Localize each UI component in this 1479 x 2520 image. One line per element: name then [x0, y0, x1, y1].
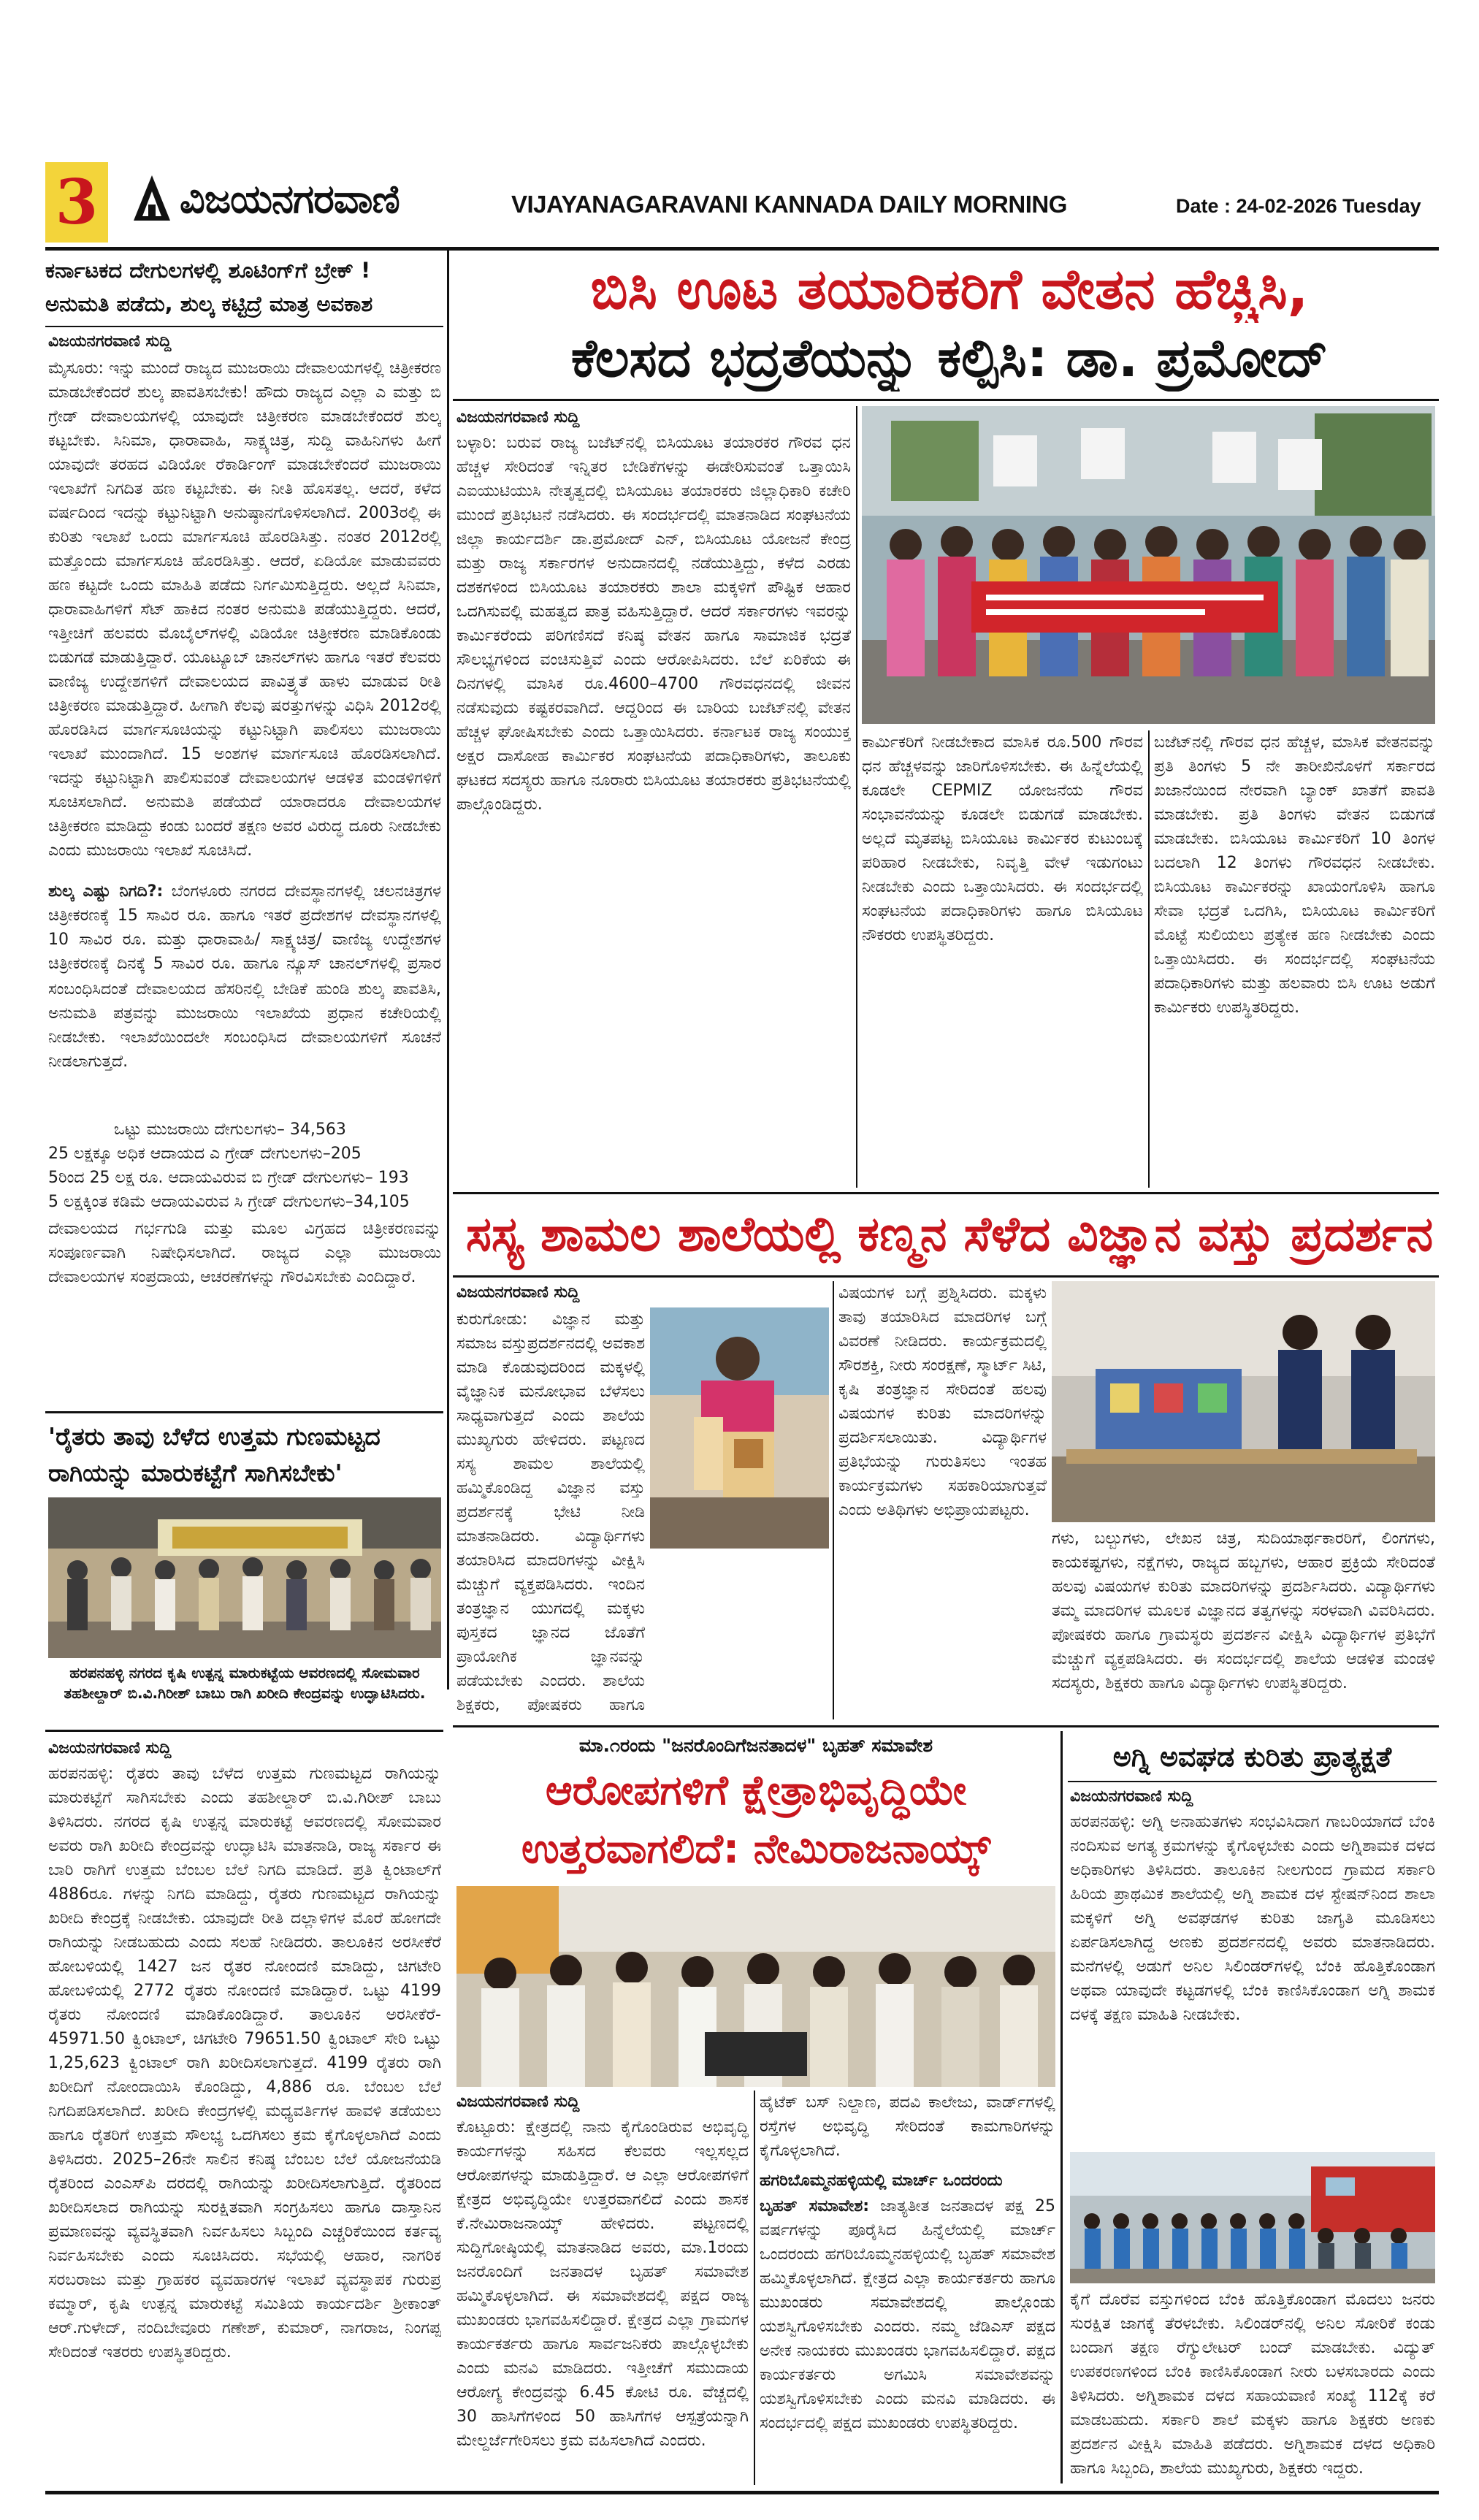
temples-subheadline: ಅನುಮತಿ ಪಡೆದು, ಶುಲ್ಕ ಕಟ್ಟಿದ್ರೆ ಮಾತ್ರ ಅವಕಾಶ: [45, 291, 373, 316]
rule: [453, 399, 1439, 401]
temples-stat-b-grade: 5ರಿಂದ 25 ಲಕ್ಷ ರೂ. ಆದಾಯವಿರುವ ಬಿ ಗ್ರೇಡ್ ದೇಗುಲಗಳು– 193: [48, 1169, 409, 1187]
rally-subhead-2: ಬೃಹತ್ ಸಮಾವೇಶ:: [760, 2197, 870, 2215]
fire-body-2: ಕೈಗೆ ದೊರೆವ ವಸ್ತುಗಳಿಂದ ಬೆಂಕಿ ಹೊತ್ತಿಕೊಂಡಾಗ ಮೊದಲು ಜನರು ಸುರಕ್ಷಿತ ಜಾಗಕ್ಕೆ ತೆರಳಬೇಕು. ಸಿಲಿಂಡರ್‌ನಲ್ಲಿ ಅನಿಲ ಸೋರಿಕೆ ಕಂಡು ಬಂದಾಗ ತಕ್ಷಣ ರೆಗ್ಯುಲೇಟರ್ ಬಂದ್ ಮಾಡಬೇಕು. ವಿದ್ಯುತ್ ಉಪಕರಣಗಳಿಂದ ಬೆಂಕಿ ಕಾಣಿಸಿಕೊಂಡಾಗ ನೀರು ಬಳಸಬಾರದು ಎಂದು ತಿಳಿಸಿದರು. ಅಗ್ನಿಶಾಮಕ ದಳದ ಸಹಾಯವಾಣಿ ಸಂಖ್ಯೆ 112ಕ್ಕೆ ಕರೆ ಮಾಡಬಹುದು. ಸರ್ಕಾರಿ ಶಾಲೆ ಮಕ್ಕಳು ಹಾಗೂ ಶಿಕ್ಷಕರು ಅಣಕು ಪ್ರದರ್ಶನ ವೀಕ್ಷಿಸಿ ಮಾಹಿತಿ ಪಡೆದರು. ಅಗ್ನಿಶಾಮಕ ದಳದ ಅಧಿಕಾರಿ ಹಾಗೂ ಸಿಬ್ಬಂದಿ, ಶಾಲೆಯ ಮುಖ್ಯಗುರು, ಶಿಕ್ಷಕರು ಇದ್ದರು.: [1070, 2291, 1435, 2478]
temples-fee-subhead: ಶುಲ್ಕ ಎಷ್ಟು ನಿಗದಿ?:: [48, 882, 164, 901]
column-divider: [833, 1281, 834, 1719]
ragi-photo: [48, 1497, 441, 1658]
column-divider: [754, 2091, 755, 2485]
fire-dateline: ವಿಜಯನಗರವಾಣಿ ಸುದ್ದಿ: [1070, 1787, 1193, 1806]
temples-stat-a-grade: 25 ಲಕ್ಷಕ್ಕೂ ಅಧಿಕ ಆದಾಯದ ಎ ಗ್ರೇಡ್ ದೇಗುಲಗಳು–205: [48, 1145, 362, 1163]
column-divider-left: [447, 251, 449, 1689]
rally-press-photo: [456, 1886, 1055, 2087]
temples-stat-total: ಒಟ್ಟು ಮುಜರಾಯಿ ದೇಗುಲಗಳು– 34,563: [114, 1120, 346, 1139]
science-body-3: ಗಳು, ಬಲ್ಬುಗಳು, ಲೇಖನ ಚಿತ್ರ, ಸುದಿಯಾರ್ಥಕಾರರಿಗೆ, ಲಿಂಗಗಳು, ಕಾಯಕಷ್ಟಗಳು, ನಕ್ಷೆಗಳು, ರಾಜ್ಯದ ಹಬ್ಬಗಳು, ಆಹಾರ ಪ್ರಕ್ರಿಯೆ ಸೇರಿದಂತೆ ಹಲವು ವಿಷಯಗಳ ಕುರಿತು ಮಾದರಿಗಳನ್ನು ಪ್ರದರ್ಶಿಸಿದರು. ವಿದ್ಯಾರ್ಥಿಗಳು ತಮ್ಮ ಮಾದರಿಗಳ ಮೂಲಕ ವಿಜ್ಞಾನದ ತತ್ವಗಳನ್ನು ಸರಳವಾಗಿ ವಿವರಿಸಿದರು. ಪೋಷಕರು ಹಾಗೂ ಗ್ರಾಮಸ್ಥರು ಪ್ರದರ್ಶನ ವೀಕ್ಷಿಸಿ ವಿದ್ಯಾರ್ಥಿಗಳ ಪ್ರತಿಭೆಗೆ ಮೆಚ್ಚುಗೆ ವ್ಯಕ್ತಪಡಿಸಿದರು. ಈ ಸಂದರ್ಭದಲ್ಲಿ ಶಾಲೆಯ ಆಡಳಿತ ಮಂಡಳಿ ಸದಸ್ಯರು, ಶಿಕ್ಷಕರು ಹಾಗೂ ವಿದ್ಯಾರ್ಥಿಗಳು ಉಪಸ್ಥಿತರಿದ್ದರು.: [1052, 1530, 1435, 1692]
masthead-date: Date : 24-02-2026 Tuesday: [1176, 195, 1421, 217]
rally-body-3-text: ಜಾತ್ಯತೀತ ಜನತಾದಳ ಪಕ್ಷ 25 ವರ್ಷಗಳನ್ನು ಪೂರೈಸಿದ ಹಿನ್ನೆಲೆಯಲ್ಲಿ ಮಾರ್ಚ್ ಒಂದರಂದು ಹಗರಿಬೊಮ್ಮನಹಳ್ಳಿಯಲ್ಲಿ ಬೃಹತ್ ಸಮಾವೇಶ ಹಮ್ಮಿಕೊಳ್ಳಲಾಗಿದೆ. ಕ್ಷೇತ್ರದ ಎಲ್ಲಾ ಕಾರ್ಯಕರ್ತರು ಹಾಗೂ ಮುಖಂಡರು ಸಮಾವೇಶದಲ್ಲಿ ಪಾಲ್ಗೊಂಡು ಯಶಸ್ವಿಗೊಳಿಸಬೇಕು ಎಂದರು. ನಮ್ಮ ಜೆಡಿಎಸ್ ಪಕ್ಷದ ಅನೇಕ ನಾಯಕರು ಮುಖಂಡರು ಭಾಗವಹಿಸಲಿದ್ದಾರೆ. ಪಕ್ಷದ ಕಾರ್ಯಕರ್ತರು ಅಗಮಿಸಿ ಸಮಾವೇಶವನ್ನು ಯಶಸ್ವಿಗೊಳಿಸಬೇಕು ಎಂದು ಮನವಿ ಮಾಡಿದರು. ಈ ಸಂದರ್ಭದಲ್ಲಿ ಪಕ್ಷದ ಮುಖಂಡರು ಉಪಸ್ಥಿತರಿದ್ದರು.: [760, 2197, 1055, 2432]
ragi-body: ಹರಪನಹಳ್ಳಿ: ರೈತರು ತಾವು ಬೆಳೆದ ಉತ್ತಮ ಗುಣಮಟ್ಟದ ರಾಗಿಯನ್ನು ಮಾರುಕಟ್ಟೆಗೆ ಸಾಗಿಸಬೇಕು ಎಂದು ತಹಶೀಲ್ದಾರ್ ಬಿ.ವಿ.ಗಿರೀಶ್ ಬಾಬು ತಿಳಿಸಿದರು. ನಗರದ ಕೃಷಿ ಉತ್ಪನ್ನ ಮಾರುಕಟ್ಟೆ ಆವರಣದಲ್ಲಿ ಸೋಮವಾರ ಅವರು ರಾಗಿ ಖರೀದಿ ಕೇಂದ್ರವನ್ನು ಉದ್ಘಾಟಿಸಿ ಮಾತನಾಡಿ, ರಾಜ್ಯ ಸರ್ಕಾರ ಈ ಬಾರಿ ರಾಗಿಗೆ ಉತ್ತಮ ಬೆಂಬಲ ಬೆಲೆ ನಿಗದಿ ಮಾಡಿದೆ. ಪ್ರತಿ ಕ್ವಿಂಟಾಲ್‌ಗೆ 4886ರೂ. ಗಳನ್ನು ನಿಗದಿ ಮಾಡಿದ್ದು, ರೈತರು ಗುಣಮಟ್ಟದ ರಾಗಿಯನ್ನು ಖರೀದಿ ಕೇಂದ್ರಕ್ಕೆ ನೀಡಬೇಕು. ಯಾವುದೇ ರೀತಿ ದಲ್ಲಾಳಿಗಳ ಮೊರೆ ಹೋಗದೇ ರಾಗಿಯನ್ನು ನೀಡಬಹುದು ಎಂದು ಸಲಹೆ ನೀಡಿದರು. ತಾಲೂಕಿನ ಅರಸೀಕೆರೆ ಹೋಬಳಿಯಲ್ಲಿ 1427 ಜನ ರೈತರ ನೋಂದಣಿ ಮಾಡಿದ್ದು, ಚಿಗಟೇರಿ ಹೋಬಳಿಯಲ್ಲಿ 2772 ರೈತರು ನೋಂದಣಿ ಮಾಡಿದ್ದಾರೆ. ಒಟ್ಟು 4199 ರೈತರು ನೋಂದಣಿ ಮಾಡಿಕೊಂಡಿದ್ದಾರೆ. ತಾಲೂಕಿನ ಅರಸೀಕೆರೆ- 45971.50 ಕ್ವಿಂಟಾಲ್, ಚಿಗಟೇರಿ 79651.50 ಕ್ವಿಂಟಾಲ್ ಸೇರಿ ಒಟ್ಟು 1,25,623 ಕ್ವಿಂಟಾಲ್ ರಾಗಿ ಖರೀದಿಸಲಾಗುತ್ತದೆ. 4199 ರೈತರು ರಾಗಿ ಖರೀದಿಗೆ ನೋಂದಾಯಿಸಿ ಕೊಂಡಿದ್ದು, 4,886 ರೂ. ಬೆಂಬಲ ಬೆಲೆ ನಿಗದಿಪಡಿಸಲಾಗಿದೆ. ಖರೀದಿ ಕೇಂದ್ರಗಳಲ್ಲಿ ಮಧ್ಯವರ್ತಿಗಳ ಹಾವಳಿ ತಡೆಯಲು ಹಾಗೂ ರೈತರಿಗೆ ಉತ್ತಮ ಸೌಲಭ್ಯ ಒದಗಿಸಲು ಕ್ರಮ ಕೈಗೊಳ್ಳಲಾಗಿದೆ ಎಂದು ತಿಳಿಸಿದರು. 2025–26ನೇ ಸಾಲಿನ ಕನಿಷ್ಠ ಬೆಂಬಲ ಬೆಲೆ ಯೋಜನೆಯಡಿ ರೈತರಿಂದ ಎಂಎಸ್‌ಪಿ ದರದಲ್ಲಿ ರಾಗಿಯನ್ನು ಖರೀದಿಸಲಾಗುತ್ತಿದೆ. ರೈತರಿಂದ ಖರೀದಿಸಲಾದ ರಾಗಿಯನ್ನು ಸುರಕ್ಷಿತವಾಗಿ ಸಂಗ್ರಹಿಸಲು ಹಾಗೂ ದಾಸ್ತಾನಿನ ಪ್ರಮಾಣವನ್ನು ವ್ಯವಸ್ಥಿತವಾಗಿ ನಿರ್ವಹಿಸಲು ಸಿಬ್ಬಂದಿ ಎಚ್ಚರಿಕೆಯಿಂದ ಕರ್ತವ್ಯ ನಿರ್ವಹಿಸಬೇಕು ಎಂದು ಸೂಚಿಸಿದರು. ಸಭೆಯಲ್ಲಿ ಆಹಾರ, ನಾಗರಿಕ ಸರಬರಾಜು ಮತ್ತು ಗ್ರಾಹಕರ ವ್ಯವಹಾರಗಳ ಇಲಾಖೆ ವ್ಯವಸ್ಥಾಪಕ ಗುರುಪ್ರ ಕಮ್ಮಾರ್, ಕೃಷಿ ಉತ್ಪನ್ನ ಮಾರುಕಟ್ಟೆ ಸಮಿತಿಯ ಕಾರ್ಯದರ್ಶಿ ಶ್ರೀಕಾಂತ್ ಆರ್.ಗುಳೇದ್, ನಂದಿಬೇವೂರು ಗಣೇಶ್, ಕುಮಾರ್, ನಾಗರಾಜ, ನಿಂಗಪ್ಪ ಸೇರಿದಂತೆ ಇತರರು ಉಪಸ್ಥಿತರಿದ್ದರು.: [48, 1765, 441, 2361]
temples-headline: ಕರ್ನಾಟಕದ ದೇಗುಲಗಳಲ್ಲಿ ಶೂಟಿಂಗ್‌ಗೆ ಬ್ರೇಕ್ !: [45, 258, 371, 283]
rally-body-3: [760, 2194, 1055, 2483]
rule: [453, 1275, 1439, 1278]
rule: [453, 1725, 1439, 1727]
temples-stats-list: [48, 1118, 441, 1214]
rule: [1068, 1781, 1437, 1782]
column-divider: [1060, 1731, 1063, 2483]
rally-headline-1: ಆರೋಪಗಳಿಗೆ ಕ್ಷೇತ್ರಾಭಿವೃದ್ಧಿಯೇ: [545, 1767, 967, 1814]
masthead-rule: [45, 247, 1439, 251]
page-bottom-rule: [45, 2491, 1439, 2494]
temples-fee-text: ಬೆಂಗಳೂರು ನಗರದ ದೇವಸ್ಥಾನಗಳಲ್ಲಿ ಚಲನಚಿತ್ರಗಳ ಚಿತ್ರೀಕರಣಕ್ಕೆ 15 ಸಾವಿರ ರೂ. ಹಾಗೂ ಇತರೆ ಪ್ರದೇಶಗಳ ದೇವಸ್ಥಾನಗಳಲ್ಲಿ 10 ಸಾವಿರ ರೂ. ಮತ್ತು ಧಾರಾವಾಹಿ/ ಸಾಕ್ಷ್ಯಚಿತ್ರ/ ವಾಣಿಜ್ಯ ಉದ್ದೇಶಗಳ ಚಿತ್ರೀಕರಣಕ್ಕೆ ದಿನಕ್ಕೆ 5 ಸಾವಿರ ರೂ. ಹಾಗೂ ನ್ಯೂಸ್ ಚಾನಲ್‌ಗಳಲ್ಲಿ ಪ್ರಸಾರ: [48, 882, 441, 973]
midday-body-3: ಬಜೆಟ್‌ನಲ್ಲಿ ಗೌರವ ಧನ ಹೆಚ್ಚಳ, ಮಾಸಿಕ ವೇತನವನ್ನು ಪ್ರತಿ ತಿಂಗಳು 5 ನೇ ತಾರೀಖಿನೊಳಗೆ ಸರ್ಕಾರದ ಖಜಾನೆಯಿಂದ ನೇರವಾಗಿ ಬ್ಯಾಂಕ್ ಖಾತೆಗೆ ಪಾವತಿ ಮಾಡಬೇಕು. ಪ್ರತಿ ತಿಂಗಳು ವೇತನ ಬಿಡುಗಡೆ ಮಾಡಬೇಕು. ಬಿಸಿಯೂಟ ಕಾರ್ಮಿಕರಿಗೆ 10 ತಿಂಗಳ ಬದಲಾಗಿ 12 ತಿಂಗಳು ಗೌರವಧನ ನೀಡಬೇಕು. ಬಿಸಿಯೂಟ ಕಾರ್ಮಿಕರನ್ನು ಖಾಯಂಗೊಳಿಸಿ ಹಾಗೂ ಸೇವಾ ಭದ್ರತೆ ಒದಗಿಸಿ, ಬಿಸಿಯೂಟ ಕಾರ್ಮಿಕರಿಗೆ ಮೊಟ್ಟೆ ಸುಲಿಯಲು ಪ್ರತ್ಯೇಕ ಹಣ ನೀಡಬೇಕು ಎಂದು ಒತ್ತಾಯಿಸಿದರು. ಈ ಸಂದರ್ಭದಲ್ಲಿ ಸಂಘಟನೆಯ ಪದಾಧಿಕಾರಿಗಳು ಮತ್ತು ಹಲವಾರು ಬಿಸಿ ಊಟ ಅಡುಗೆ ಕಾರ್ಮಿಕರು ಉಪಸ್ಥಿತರಿದ್ದರು.: [1154, 733, 1435, 1017]
temples-body-closing: ದೇವಾಲಯದ ಗರ್ಭಗುಡಿ ಮತ್ತು ಮೂಲ ವಿಗ್ರಹದ ಚಿತ್ರೀಕರಣವನ್ನು ಸಂಪೂರ್ಣವಾಗಿ ನಿಷೇಧಿಸಲಾಗಿದೆ. ರಾಜ್ಯದ ಎಲ್ಲಾ ಮುಜರಾಯಿ ದೇವಾಲಯಗಳ ಸಂಪ್ರದಾಯ, ಆಚರಣೆಗಳನ್ನು ಗೌರವಿಸಬೇಕು ಎಂದಿದ್ದಾರೆ.: [48, 1220, 441, 1286]
midday-protest-photo: [862, 406, 1435, 724]
temples-body: ಮೈಸೂರು: ಇನ್ನು ಮುಂದೆ ರಾಜ್ಯದ ಮುಜರಾಯಿ ದೇವಾಲಯಗಳಲ್ಲಿ ಚಿತ್ರೀಕರಣ ಮಾಡಬೇಕೆಂದರೆ ಶುಲ್ಕ ಪಾವತಿಸಬೇಕು! ಹೌದು ರಾಜ್ಯದ ಎಲ್ಲಾ ಎ ಮತ್ತು ಬಿ ಗ್ರೇಡ್ ದೇವಾಲಯಗಳಲ್ಲಿ ಯಾವುದೇ ಚಿತ್ರೀಕರಣ ಮಾಡಬೇಕೆಂದರೆ ಶುಲ್ಕ ಕಟ್ಟಬೇಕು. ಸಿನಿಮಾ, ಧಾರಾವಾಹಿ, ಸಾಕ್ಷ್ಯಚಿತ್ರ, ಸುದ್ದಿ ವಾಹಿನಿಗಳು ಹೀಗೆ ಯಾವುದೇ ತರಹದ ವಿಡಿಯೋ ರೆಕಾರ್ಡಿಂಗ್ ಮಾಡಬೇಕೆಂದರೆ ಮುಜರಾಯಿ ಇಲಾಖೆಗೆ ನಿಗದಿತ ಹಣ ಕಟ್ಟಬೇಕು. ಈ ನೀತಿ ಹೊಸತಲ್ಲ. ಆದರೆ, ಕಳೆದ ವರ್ಷದಿಂದ ಇದನ್ನು ಕಟ್ಟುನಿಟ್ಟಾಗಿ ಅನುಷ್ಠಾನಗೊಳಿಸಲಾಗಿದೆ. 2003ರಲ್ಲಿ ಈ ಕುರಿತು ಇಲಾಖೆ ಒಂದು ಮಾರ್ಗಸೂಚಿ ಹೊರಡಿಸಿತ್ತು. ನಂತರ 2012ರಲ್ಲಿ ಮತ್ತೊಂದು ಮಾರ್ಗಸೂಚಿ ಹೊರಡಿಸಿತ್ತು. ಆದರೆ, ಏಡಿಯೋ ಮಾಡುವವರು ಹಣ ಕಟ್ಟದೇ ಒಂದು ಮಾಹಿತಿ ಪಡೆದು ನಿರ್ಗಮಿಸುತ್ತಿದ್ದರು. ಅಲ್ಲದೆ ಸಿನಿಮಾ, ಧಾರಾವಾಹಿಗಳಿಗೆ ಸೆಟ್ ಹಾಕಿದ ನಂತರ ಅನುಮತಿ ಪಡೆಯುತ್ತಿದ್ದರು. ಆದರೆ, ಇತ್ತೀಚಿಗೆ ಹಲವರು ಮೊಬೈಲ್‌ಗಳಲ್ಲಿ ವಿಡಿಯೋ ಚಿತ್ರೀಕರಣ ಮಾಡಿಕೊಂಡು ಬಿಡುಗಡೆ ಮಾಡುತ್ತಿದ್ದಾರೆ. ಯೂಟ್ಯೂಬ್ ಚಾನಲ್‌ಗಳು ಹಾಗೂ ಇತರೆ ಕೆಲವರು ವಾಣಿಜ್ಯ ಉದ್ದೇಶಗಳಿಗೆ ದೇವಾಲಯದ ಪಾವಿತ್ರ್ಯತೆ ಹಾಳು ಮಾಡುವ ರೀತಿ ಚಿತ್ರೀಕರಣ ಮಾಡುತ್ತಿದ್ದಾರೆ. ಹೀಗಾಗಿ ಕೆಲವು ಷರತ್ತುಗಳನ್ನು ವಿಧಿಸಿ 2012ರಲ್ಲಿ ಹೊರಡಿಸಿದ ಮಾರ್ಗಸೂಚಿಯನ್ನು ಕಟ್ಟುನಿಟ್ಟಾಗಿ ಪಾಲಿಸಲು ಮುಜರಾಯಿ ಇಲಾಖೆ ಮುಂದಾಗಿದೆ. 15 ಅಂಶಗಳ ಮಾರ್ಗಸೂಚಿ ಹೊರಡಿಸಲಾಗಿದೆ. ಇದನ್ನು ಕಟ್ಟುನಿಟ್ಟಾಗಿ ಪಾಲಿಸುವಂತೆ ದೇವಾಲಯಗಳ ಆಡಳಿತ ಮಂಡಳಿಗಳಿಗೆ ಸೂಚಿಸಲಾಗಿದೆ. ಅನುಮತಿ ಪಡೆಯದೆ ಯಾರಾದರೂ ದೇವಾಲಯಗಳ ಚಿತ್ರೀಕರಣ ಮಾಡಿದ್ದು ಕಂಡು ಬಂದರೆ ತಕ್ಷಣ ಅವರ ವಿರುದ್ಧ ದೂರು ನೀಡಬೇಕು ಎಂದು ಮುಜರಾಯಿ ಇಲಾಖೆ ಸೂಚಿಸಿದೆ.: [48, 359, 441, 860]
ragi-dateline: ವಿಜಯನಗರವಾಣಿ ಸುದ್ದಿ: [48, 1739, 172, 1757]
ragi-photo-caption: ಹರಪನಹಳ್ಳಿ ನಗರದ ಕೃಷಿ ಉತ್ಪನ್ನ ಮಾರುಕಟ್ಟೆಯ ಆವರಣದಲ್ಲಿ ಸೋಮವಾರ ತಹಶೀಲ್ದಾರ್ ಬಿ.ವಿ.ಗಿರೀಶ್ ಬಾಬು ರಾಗಿ ಖರೀದಿ ಕೇಂದ್ರವನ್ನು ಉದ್ಘಾಟಿಸಿದರು.: [64, 1664, 426, 1702]
rule: [453, 1192, 1439, 1194]
temples-stat-c-grade: 5 ಲಕ್ಷಕ್ಕಿಂತ ಕಡಿಮೆ ಆದಾಯವಿರುವ ಸಿ ಗ್ರೇಡ್ ದೇಗುಲಗಳು–34,105: [48, 1193, 410, 1211]
temples-body-process: ಸಂಬಂಧಿಸಿದಂತೆ ದೇವಾಲಯದ ಹೆಸರಿನಲ್ಲಿ ಬೇಡಿಕೆ ಹುಂಡಿ ಶುಲ್ಕ ಪಾವತಿಸಿ, ಅನುಮತಿ ಪತ್ರವನ್ನು ಮುಜರಾಯಿ ಇಲಾಖೆಯ ಪ್ರಧಾನ ಕಚೇರಿಯಲ್ಲಿ ನೀಡಬೇಕು. ಇಲಾಖೆಯಿಂದಲೇ ಸಂಬಂಧಿಸಿದ ದೇವಾಲಯಗಳಿಗೆ ಸೂಚನೆ ನೀಡಲಾಗುತ್ತದೆ.: [48, 980, 441, 1071]
ragi-headline: 'ರೈತರು ತಾವು ಬೆಳೆದ ಉತ್ತಮ ಗುಣಮಟ್ಟದ ರಾಗಿಯನ್ನು ಮಾರುಕಟ್ಟೆಗೆ ಸಾಗಿಸಬೇಕು': [48, 1422, 381, 1487]
rule: [45, 1730, 443, 1732]
column-divider: [856, 406, 857, 1188]
midday-headline-1: ಬಿಸಿ ಊಟ ತಯಾರಿಕರಿಗೆ ವೇತನ ಹೆಚ್ಚಿಸಿ,: [590, 256, 1309, 321]
rally-body: ಕೊಟ್ಟೂರು: ಕ್ಷೇತ್ರದಲ್ಲಿ ನಾನು ಕೈಗೊಂಡಿರುವ ಅಭಿವೃದ್ಧಿ ಕಾರ್ಯಗಳನ್ನು ಸಹಿಸದ ಕೆಲವರು ಇಲ್ಲಸಲ್ಲದ ಆರೋಪಗಳನ್ನು ಮಾಡುತ್ತಿದ್ದಾರೆ. ಆ ಎಲ್ಲಾ ಆರೋಪಗಳಿಗೆ ಕ್ಷೇತ್ರದ ಅಭಿವೃದ್ಧಿಯೇ ಉತ್ತರವಾಗಲಿದೆ ಎಂದು ಶಾಸಕ ಕೆ.ನೇಮಿರಾಜನಾಯ್ಕ್ ಹೇಳಿದರು. ಪಟ್ಟಣದಲ್ಲಿ ಸುದ್ದಿಗೋಷ್ಠಿಯಲ್ಲಿ ಮಾತನಾಡಿದ ಅವರು, ಮಾ.1ರಂದು ಜನರೊಂದಿಗೆ ಜನತಾದಳ ಬೃಹತ್ ಸಮಾವೇಶ ಹಮ್ಮಿಕೊಳ್ಳಲಾಗಿದೆ. ಈ ಸಮಾವೇಶದಲ್ಲಿ ಪಕ್ಷದ ರಾಜ್ಯ ಮುಖಂಡರು ಭಾಗವಹಿಸಲಿದ್ದಾರೆ. ಕ್ಷೇತ್ರದ ಎಲ್ಲಾ ಗ್ರಾಮಗಳ ಕಾರ್ಯಕರ್ತರು ಹಾಗೂ ಸಾರ್ವಜನಿಕರು ಪಾಲ್ಗೊಳ್ಳಬೇಕು ಎಂದು ಮನವಿ ಮಾಡಿದರು. ಇತ್ತೀಚೆಗೆ ಸಮುದಾಯ ಆರೋಗ್ಯ ಕೇಂದ್ರವನ್ನು 6.45 ಕೋಟಿ ರೂ. ವೆಚ್ಚದಲ್ಲಿ 30 ಹಾಸಿಗೆಗಳಿಂದ 50 ಹಾಸಿಗೆಗಳ ಆಸ್ಪತ್ರೆಯನ್ನಾಗಿ ಮೇಲ್ದರ್ಜೆಗೇರಿಸಲು ಕ್ರಮ ವಹಿಸಲಾಗಿದೆ ಎಂದರು.: [456, 2118, 749, 2450]
temples-body-fee: [48, 879, 441, 974]
science-student-photo: [650, 1307, 829, 1549]
science-exhibit-photo: [1052, 1281, 1435, 1522]
column-divider: [1148, 730, 1150, 1188]
rule: [45, 326, 443, 327]
midday-dateline: ವಿಜಯನಗರವಾಣಿ ಸುದ್ದಿ: [456, 408, 580, 427]
rally-body-2: ಹೈಟೆಕ್ ಬಸ್ ನಿಲ್ದಾಣ, ಪದವಿ ಕಾಲೇಜು, ವಾರ್ಡ್‌ಗಳಲ್ಲಿ ರಸ್ತೆಗಳ ಅಭಿವೃದ್ಧಿ ಸೇರಿದಂತೆ ಕಾಮಗಾರಿಗಳನ್ನು ಕೈಗೊಳ್ಳಲಾಗಿದೆ.: [760, 2093, 1055, 2160]
masthead-title-kannada: ವಿಜಯನಗರವಾಣಿ: [180, 176, 400, 222]
science-body: ಕುರುಗೋಡು: ವಿಜ್ಞಾನ ಮತ್ತು ಸಮಾಜ ವಸ್ತುಪ್ರದರ್ಶನದಲ್ಲಿ ಅವಕಾಶ ಮಾಡಿ ಕೊಡುವುದರಿಂದ ಮಕ್ಕಳಲ್ಲಿ ವೈಜ್ಞಾನಿಕ ಮನೋಭಾವ ಬೆಳೆಸಲು ಸಾಧ್ಯವಾಗುತ್ತದೆ ಎಂದು ಶಾಲೆಯ ಮುಖ್ಯಗುರು ಹೇಳಿದರು. ಪಟ್ಟಣದ ಸಸ್ಯ ಶಾಮಲ ಶಾಲೆಯಲ್ಲಿ ಹಮ್ಮಿಕೊಂಡಿದ್ದ ವಿಜ್ಞಾನ ವಸ್ತು ಪ್ರದರ್ಶನಕ್ಕೆ ಭೇಟಿ ನೀಡಿ ಮಾತನಾಡಿದರು. ವಿದ್ಯಾರ್ಥಿಗಳು ತಯಾರಿಸಿದ ಮಾದರಿಗಳನ್ನು ವೀಕ್ಷಿಸಿ ಮೆಚ್ಚುಗೆ ವ್ಯಕ್ತಪಡಿಸಿದರು. ಇಂದಿನ ತಂತ್ರಜ್ಞಾನ ಯುಗದಲ್ಲಿ ಮಕ್ಕಳು ಪುಸ್ತಕದ ಜ್ಞಾನದ ಜೊತೆಗೆ ಪ್ರಾಯೋಗಿಕ ಜ್ಞಾನವನ್ನು ಪಡೆಯಬೇಕು ಎಂದರು. ಶಾಲೆಯ ಶಿಕ್ಷಕರು, ಪೋಷಕರು ಹಾಗೂ: [456, 1310, 645, 1714]
fire-drill-photo: [1070, 2152, 1435, 2283]
science-headline: ಸಸ್ಯ ಶಾಮಲ ಶಾಲೆಯಲ್ಲಿ ಕಣ್ಮನ ಸೆಳೆದ ವಿಜ್ಞಾನ ವಸ್ತು ಪ್ರದರ್ಶನ: [465, 1206, 1434, 1262]
rally-headline-2: ಉತ್ತರವಾಗಲಿದೆ: ನೇಮಿರಾಜನಾಯ್ಕ್: [521, 1825, 991, 1873]
rule: [45, 1411, 443, 1413]
rally-dateline: ವಿಜಯನಗರವಾಣಿ ಸುದ್ದಿ: [456, 2093, 580, 2111]
science-body-2: ವಿಷಯಗಳ ಬಗ್ಗೆ ಪ್ರಶ್ನಿಸಿದರು. ಮಕ್ಕಳು ತಾವು ತಯಾರಿಸಿದ ಮಾದರಿಗಳ ಬಗ್ಗೆ ವಿವರಣೆ ನೀಡಿದರು. ಕಾರ್ಯಕ್ರಮದಲ್ಲಿ ಸೌರಶಕ್ತಿ, ನೀರು ಸಂರಕ್ಷಣೆ, ಸ್ಮಾರ್ಟ್ ಸಿಟಿ, ಕೃಷಿ ತಂತ್ರಜ್ಞಾನ ಸೇರಿದಂತೆ ಹಲವು ವಿಷಯಗಳ ಕುರಿತು ಮಾದರಿಗಳನ್ನು ಪ್ರದರ್ಶಿಸಲಾಯಿತು. ವಿದ್ಯಾರ್ಥಿಗಳ ಪ್ರತಿಭೆಯನ್ನು ಗುರುತಿಸಲು ಇಂತಹ ಕಾರ್ಯಕ್ರಮಗಳು ಸಹಕಾರಿಯಾಗುತ್ತವೆ ಎಂದು ಅತಿಥಿಗಳು ಅಭಿಪ್ರಾಯಪಟ್ಟರು.: [838, 1284, 1047, 1519]
fire-headline: ಅಗ್ನಿ ಅವಘಡ ಕುರಿತು ಪ್ರಾತ್ಯಕ್ಷತೆ: [1112, 1741, 1392, 1773]
masthead-title-english: VIJAYANAGARAVANI KANNADA DAILY MORNING: [511, 191, 1067, 218]
fire-body: ಹರಪನಹಳ್ಳಿ: ಅಗ್ನಿ ಅನಾಹುತಗಳು ಸಂಭವಿಸಿದಾಗ ಗಾಬರಿಯಾಗದೆ ಬೆಂಕಿ ನಂದಿಸುವ ಅಗತ್ಯ ಕ್ರಮಗಳನ್ನು ಕೈಗೊಳ್ಳಬೇಕು ಎಂದು ಅಗ್ನಿಶಾಮಕ ದಳದ ಅಧಿಕಾರಿಗಳು ತಿಳಿಸಿದರು. ತಾಲೂಕಿನ ನೀಲಗುಂದ ಗ್ರಾಮದ ಸರ್ಕಾರಿ ಹಿರಿಯ ಪ್ರಾಥಮಿಕ ಶಾಲೆಯಲ್ಲಿ ಅಗ್ನಿ ಶಾಮಕ ದಳ ಸ್ಟೇಷನ್‌ನಿಂದ ಶಾಲಾ ಮಕ್ಕಳಿಗೆ ಅಗ್ನಿ ಅವಘಡಗಳ ಕುರಿತು ಜಾಗೃತಿ ಮೂಡಿಸಲು ಏರ್ಪಡಿಸಲಾಗಿದ್ದ ಅಣಕು ಪ್ರದರ್ಶನದಲ್ಲಿ ಅವರು ಮಾತನಾಡಿದರು. ಮನೆಗಳಲ್ಲಿ ಅಡುಗೆ ಅನಿಲ ಸಿಲಿಂಡರ್‌ಗಳಲ್ಲಿ ಬೆಂಕಿ ಹೊತ್ತಿಕೊಂಡಾಗ ಅಥವಾ ಯಾವುದೇ ಕಟ್ಟಡಗಳಲ್ಲಿ ಬೆಂಕಿ ಕಾಣಿಸಿಕೊಂಡಾಗ ಅಗ್ನಿ ಶಾಮಕ ದಳಕ್ಕೆ ತಕ್ಷಣ ಮಾಹಿತಿ ನೀಡಬೇಕು.: [1070, 1813, 1435, 2024]
masthead-logo-icon: [128, 169, 176, 228]
midday-headline-2: ಕೆಲಸದ ಭದ್ರತೆಯನ್ನು ಕಲ್ಪಿಸಿ: ಡಾ. ಪ್ರಮೋದ್: [570, 327, 1329, 389]
midday-body: ಬಳ್ಳಾರಿ: ಬರುವ ರಾಜ್ಯ ಬಜೆಟ್‌ನಲ್ಲಿ ಬಿಸಿಯೂಟ ತಯಾರಕರ ಗೌರವ ಧನ ಹೆಚ್ಚಳ ಸೇರಿದಂತೆ ಇನ್ನಿತರ ಬೇಡಿಕೆಗಳನ್ನು ಈಡೇರಿಸುವಂತೆ ಒತ್ತಾಯಿಸಿ ಎಐಯುಟಿಯುಸಿ ನೇತೃತ್ವದಲ್ಲಿ ಬಿಸಿಯೂಟ ತಯಾರಕರು ಜಿಲ್ಲಾಧಿಕಾರಿ ಕಚೇರಿ ಮುಂದೆ ಪ್ರತಿಭಟನೆ ನಡೆಸಿದರು. ಈ ಸಂದರ್ಭದಲ್ಲಿ ಮಾತನಾಡಿದ ಸಂಘಟನೆಯ ಜಿಲ್ಲಾ ಕಾರ್ಯದರ್ಶಿ ಡಾ.ಪ್ರಮೋದ್ ಎನ್, ಬಿಸಿಯೂಟ ಯೋಜನೆ ಕೇಂದ್ರ ಮತ್ತು ರಾಜ್ಯ ಸರ್ಕಾರಗಳ ಅನುದಾನದಲ್ಲಿ ನಡೆಯುತ್ತಿದ್ದು, ಕಳೆದ ಎರಡು ದಶಕಗಳಿಂದ ಬಿಸಿಯೂಟ ತಯಾರಕರು ಶಾಲಾ ಮಕ್ಕಳಿಗೆ ಪೌಷ್ಟಿಕ ಆಹಾರ ಒದಗಿಸುವಲ್ಲಿ ಮಹತ್ವದ ಪಾತ್ರ ವಹಿಸುತ್ತಿದ್ದಾರೆ. ಆದರೆ ಸರ್ಕಾರಗಳು ಇವರನ್ನು ಕಾರ್ಮಿಕರೆಂದು ಪರಿಗಣಿಸದೆ ಕನಿಷ್ಠ ವೇತನ ಹಾಗೂ ಸಾಮಾಜಿಕ ಭದ್ರತೆ ಸೌಲಭ್ಯಗಳಿಂದ ವಂಚಿಸುತ್ತಿವೆ ಎಂದು ಆರೋಪಿಸಿದರು. ಬೆಲೆ ಏರಿಕೆಯ ಈ ದಿನಗಳಲ್ಲಿ ಮಾಸಿಕ ರೂ.4600–4700 ಗೌರವಧನದಲ್ಲಿ ಜೀವನ ನಡೆಸುವುದು ಕಷ್ಟಕರವಾಗಿದೆ. ಆದ್ದರಿಂದ ಈ ಬಾರಿಯ ಬಜೆಟ್‌ನಲ್ಲಿ ವೇತನ ಹೆಚ್ಚಳ ಘೋಷಿಸಬೇಕು ಎಂದು ಒತ್ತಾಯಿಸಿದರು. ಕರ್ನಾಟಕ ರಾಜ್ಯ ಸಂಯುಕ್ತ ಅಕ್ಷರ ದಾಸೋಹ ಕಾರ್ಮಿಕರ ಸಂಘಟನೆಯ ಪದಾಧಿಕಾರಿಗಳು, ತಾಲೂಕು ಘಟಕದ ಸದಸ್ಯರು ಹಾಗೂ ನೂರಾರು ಬಿಸಿಯೂಟ ತಯಾರಕರು ಪ್ರತಿಭಟನೆಯಲ್ಲಿ ಪಾಲ್ಗೊಂಡಿದ್ದರು.: [456, 434, 851, 814]
temples-dateline: ವಿಜಯನಗರವಾಣಿ ಸುದ್ದಿ: [48, 332, 172, 351]
rally-subhead: ಹಗರಿಬೊಮ್ಮನಹಳ್ಳಿಯಲ್ಲಿ ಮಾರ್ಚ್ ಒಂದರಂದು: [760, 2172, 1003, 2190]
page-number: 3: [45, 162, 108, 243]
midday-body-2: ಕಾರ್ಮಿಕರಿಗೆ ನೀಡಬೇಕಾದ ಮಾಸಿಕ ರೂ.500 ಗೌರವ ಧನ ಹೆಚ್ಚಳವನ್ನು ಜಾರಿಗೊಳಿಸಬೇಕು. ಈ ಹಿನ್ನೆಲೆಯಲ್ಲಿ ಕೂಡಲೇ CEPMIZ ಯೋಜನೆಯ ಗೌರವ ಸಂಭಾವನೆಯನ್ನು ಕೂಡಲೇ ಬಿಡುಗಡೆ ಮಾಡಬೇಕು. ಅಲ್ಲದೆ ಮೃತಪಟ್ಟ ಬಿಸಿಯೂಟ ಕಾರ್ಮಿಕರ ಕುಟುಂಬಕ್ಕೆ ಪರಿಹಾರ ನೀಡಬೇಕು, ನಿವೃತ್ತಿ ವೇಳೆ ಇಡುಗಂಟು ನೀಡಬೇಕು ಎಂದು ಒತ್ತಾಯಿಸಿದರು. ಈ ಸಂದರ್ಭದಲ್ಲಿ ಸಂಘಟನೆಯ ಪದಾಧಿಕಾರಿಗಳು ಹಾಗೂ ಬಿಸಿಯೂಟ ನೌಕರರು ಉಪಸ್ಥಿತರಿದ್ದರು.: [862, 733, 1143, 944]
science-dateline: ವಿಜಯನಗರವಾಣಿ ಸುದ್ದಿ: [456, 1283, 580, 1302]
rally-kicker: ಮಾ.೧ರಂದು "ಜನರೊಂದಿಗೆಜನತಾದಳ" ಬೃಹತ್ ಸಮಾವೇಶ: [578, 1735, 933, 1756]
